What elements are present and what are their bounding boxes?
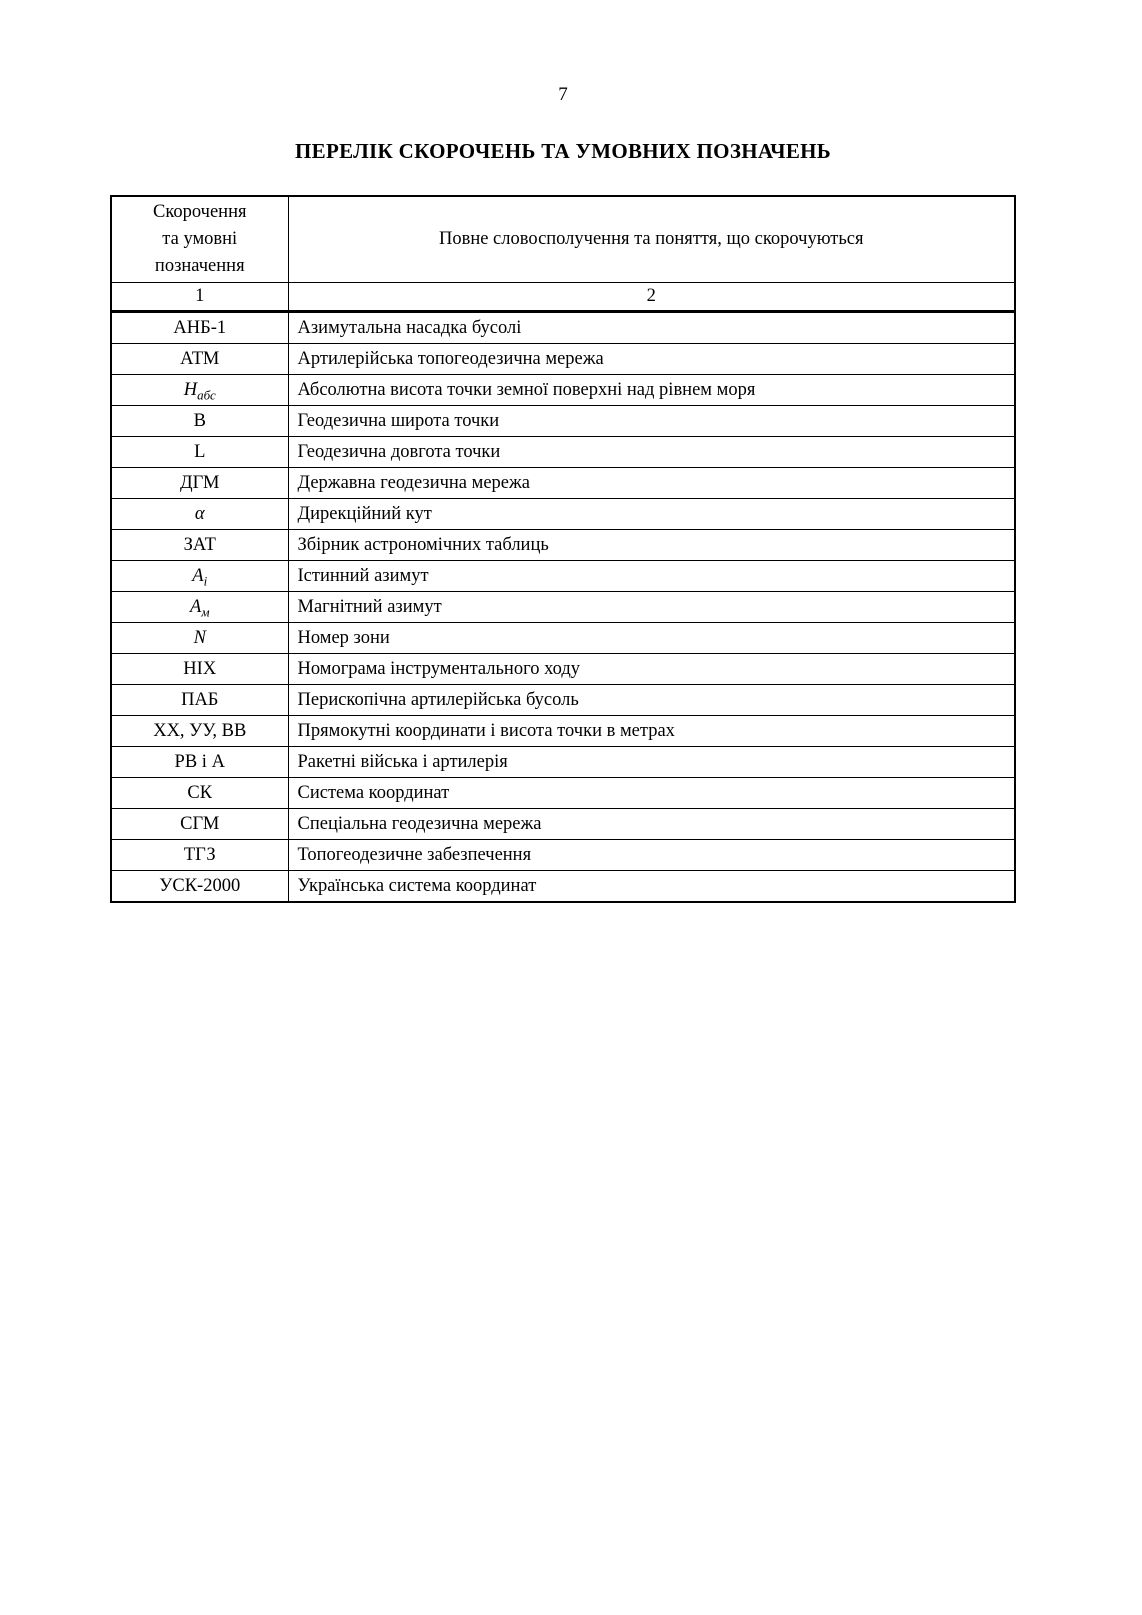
abbreviation-cell: РВ і А [111,747,288,778]
table-row [111,375,1015,406]
full-phrase-cell: Державна геодезична мережа [288,468,1015,499]
abbreviation-cell: $Н_{абс}$ [111,375,288,406]
header-line: та умовні [162,229,238,249]
abbreviation-cell: N [111,623,288,654]
table-row [111,809,1015,840]
table-row [111,312,1015,344]
abbreviation-cell: ПАБ [111,685,288,716]
full-phrase-cell: Артилерійська топогеодезична мережа [288,344,1015,375]
abbreviation-cell: ЗАТ [111,530,288,561]
abbreviation-cell: АНБ-1 [111,312,288,344]
full-phrase-cell: Ракетні війська і артилерія [288,747,1015,778]
header-line: Скорочення [153,202,247,222]
full-phrase-cell: Топогеодезичне забезпечення [288,840,1015,871]
full-phrase-cell: Українська система координат [288,871,1015,903]
full-phrase-cell: Геодезична широта точки [288,406,1015,437]
full-phrase-cell: Абсолютна висота точки земної поверхні над рівнем моря [288,375,1015,406]
abbreviation-cell: $А_і$ [111,561,288,592]
abbreviation-cell: L [111,437,288,468]
table-row [111,592,1015,623]
table-row [111,437,1015,468]
table-row [111,685,1015,716]
full-phrase-cell: Номограма інструментального ходу [288,654,1015,685]
abbreviation-cell: ХХ, УУ, ВВ [111,716,288,747]
abbreviation-cell: СК [111,778,288,809]
full-phrase-cell: Система координат [288,778,1015,809]
table-row [111,716,1015,747]
column-index-2: 2 [288,283,1015,312]
header-full-phrase-column: Повне словосполучення та поняття, що скорочуються [288,196,1015,283]
full-phrase-cell: Прямокутні координати і висота точки в метрах [288,716,1015,747]
header-line: позначення [154,256,245,276]
abbreviation-cell: ДГМ [111,468,288,499]
table-row [111,561,1015,592]
page-title: ПЕРЕЛІК СКОРОЧЕНЬ ТА УМОВНИХ ПОЗНАЧЕНЬ [295,139,831,163]
abbreviation-cell: $А_м$ [111,592,288,623]
abbreviation-cell: НІХ [111,654,288,685]
column-index-1: 1 [111,283,288,312]
table-row [111,530,1015,561]
table-header-row [111,196,1015,283]
table-row [111,654,1015,685]
table-row [111,840,1015,871]
full-phrase-cell: Магнітний азимут [288,592,1015,623]
header-abbreviations-column [111,196,288,283]
abbreviation-cell: УСК-2000 [111,871,288,903]
table-row [111,406,1015,437]
full-phrase-cell: Істинний азимут [288,561,1015,592]
table-row [111,344,1015,375]
full-phrase-cell: Геодезична довгота точки [288,437,1015,468]
abbreviation-cell: α [111,499,288,530]
table-row [111,499,1015,530]
full-phrase-cell: Номер зони [288,623,1015,654]
abbreviations-table [110,195,1016,903]
page-number: 7 [558,84,568,105]
table-row [111,747,1015,778]
full-phrase-cell: Збірник астрономічних таблиць [288,530,1015,561]
abbreviation-cell: ТГЗ [111,840,288,871]
column-index-row [111,283,1015,312]
full-phrase-cell: Перископічна артилерійська бусоль [288,685,1015,716]
full-phrase-cell: Дирекційний кут [288,499,1015,530]
table-row [111,468,1015,499]
abbreviation-cell: АТМ [111,344,288,375]
abbreviation-cell: СГМ [111,809,288,840]
table-row [111,871,1015,903]
abbreviation-cell: В [111,406,288,437]
full-phrase-cell: Спеціальна геодезична мережа [288,809,1015,840]
abbrev-table-body [111,312,1015,903]
full-phrase-cell: Азимутальна насадка бусолі [288,312,1015,344]
table-row [111,778,1015,809]
table-row [111,623,1015,654]
